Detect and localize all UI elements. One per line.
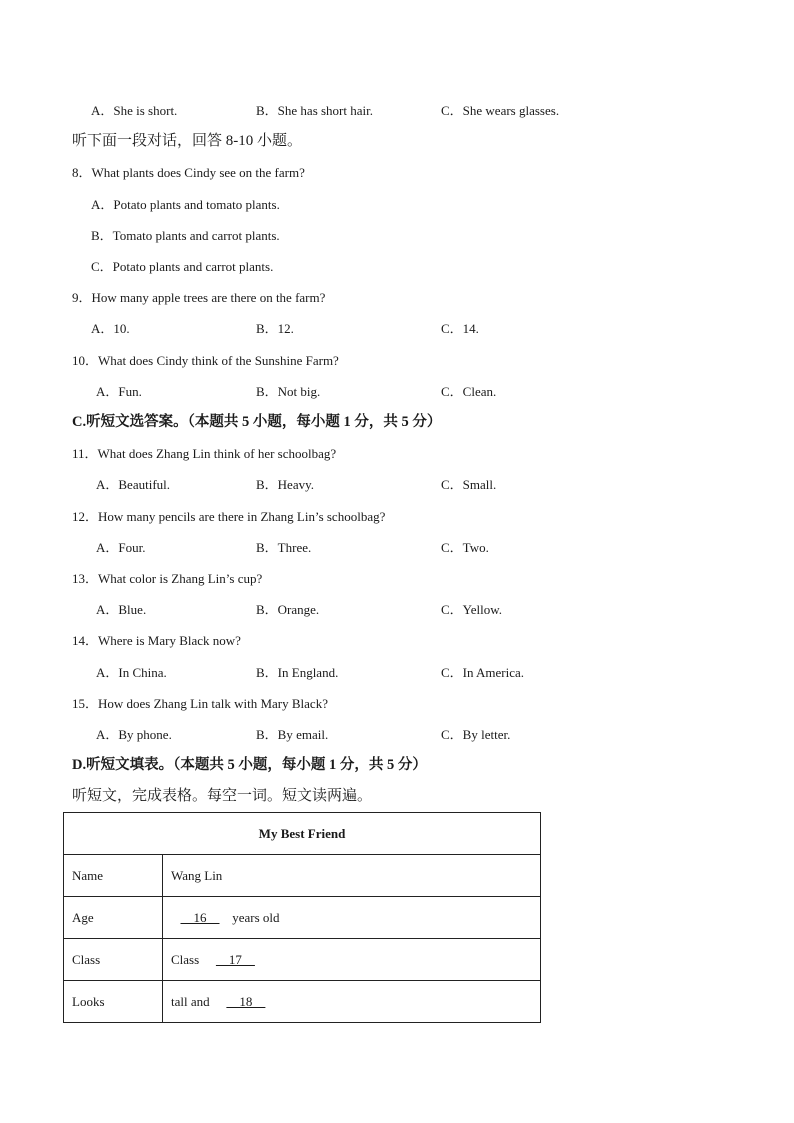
q11-option-b: B．Heavy. — [256, 477, 315, 492]
name-value: Wang Lin — [171, 867, 223, 883]
table-row — [64, 939, 541, 981]
q11-option-a: A．Beautiful. — [96, 477, 171, 492]
q7-option-a: A．She is short. — [91, 103, 178, 118]
row-label-name: Name — [64, 855, 163, 897]
q9-option-b: B．12. — [256, 321, 294, 336]
table-row — [64, 855, 541, 897]
row-value-class — [163, 939, 541, 981]
age-suffix: years old — [229, 909, 280, 925]
q8-option-c: C．Potato plants and carrot plants. — [91, 259, 274, 274]
q10-option-a: A．Fun. — [96, 384, 142, 399]
row-value-looks — [163, 981, 541, 1023]
table-title: My Best Friend — [64, 813, 541, 855]
q11-stem: 11．What does Zhang Lin think of her schoolbag? — [72, 446, 337, 461]
table-row — [64, 897, 541, 939]
q9-stem: 9．How many apple trees are there on the farm? — [72, 290, 326, 305]
section-d-heading: D.听短文填表。（本题共 5 小题，每小题 1 分，共 5 分） — [72, 757, 427, 773]
intro-8-10: 听下面一段对话，回答 8-10 小题。 — [72, 133, 302, 149]
q12-option-c: C．Two. — [441, 540, 489, 555]
row-value-name — [163, 855, 541, 897]
q14-option-a: A．In China. — [96, 665, 167, 680]
section-c-heading: C.听短文选答案。（本题共 5 小题，每小题 1 分，共 5 分） — [72, 414, 442, 430]
q14-option-c: C．In America. — [441, 665, 525, 680]
q12-option-b: B．Three. — [256, 540, 312, 555]
q10-option-b: B．Not big. — [256, 384, 321, 399]
table-header-row — [64, 813, 541, 855]
row-label-age: Age — [64, 897, 163, 939]
q9-option-c: C．14. — [441, 321, 479, 336]
row-value-age — [163, 897, 541, 939]
q13-stem: 13．What color is Zhang Lin’s cup? — [72, 571, 263, 586]
best-friend-table — [63, 812, 541, 1023]
blank-17[interactable]: 17 — [215, 951, 255, 967]
class-prefix: Class — [171, 951, 203, 967]
q14-stem: 14．Where is Mary Black now? — [72, 633, 241, 648]
section-d-instructions: 听短文，完成表格。每空一词。短文读两遍。 — [72, 788, 373, 804]
q13-option-a: A．Blue. — [96, 602, 147, 617]
q12-stem: 12．How many pencils are there in Zhang Lin’s schoolbag? — [72, 509, 386, 524]
q15-option-a: A．By phone. — [96, 727, 172, 742]
q8-option-b: B．Tomato plants and carrot plants. — [91, 228, 280, 243]
q14-option-b: B．In England. — [256, 665, 339, 680]
q15-stem: 15．How does Zhang Lin talk with Mary Black? — [72, 696, 328, 711]
looks-prefix: tall and — [171, 993, 213, 1009]
q11-option-c: C．Small. — [441, 477, 497, 492]
row-label-looks: Looks — [64, 981, 163, 1023]
q15-option-c: C．By letter. — [441, 727, 511, 742]
q7-option-c: C．She wears glasses. — [441, 103, 560, 118]
q9-option-a: A．10. — [91, 321, 130, 336]
row-label-class: Class — [64, 939, 163, 981]
q15-option-b: B．By email. — [256, 727, 329, 742]
q10-option-c: C．Clean. — [441, 384, 497, 399]
blank-16[interactable]: 16 — [180, 909, 220, 925]
q7-option-b: B．She has short hair. — [256, 103, 373, 118]
q8-option-a: A．Potato plants and tomato plants. — [91, 197, 280, 212]
q13-option-b: B．Orange. — [256, 602, 320, 617]
q10-stem: 10．What does Cindy think of the Sunshine Farm? — [72, 353, 339, 368]
blank-18[interactable]: 18 — [226, 993, 266, 1009]
q12-option-a: A．Four. — [96, 540, 146, 555]
q8-stem: 8．What plants does Cindy see on the farm? — [72, 165, 305, 180]
q13-option-c: C．Yellow. — [441, 602, 503, 617]
table-row — [64, 981, 541, 1023]
